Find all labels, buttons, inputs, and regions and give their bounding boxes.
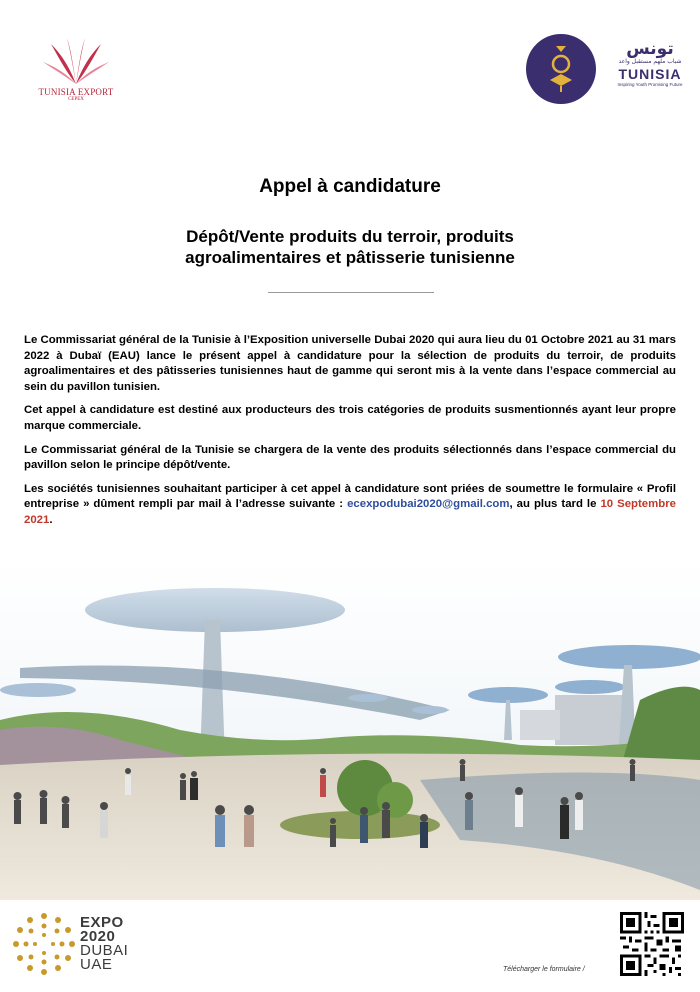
paragraph-3: Le Commissariat général de la Tunisie se chargera de la vente des produits sélectionnés dans l’espace commercial du pavillon selon le principe dépôt/vente. <box>24 443 676 472</box>
expo-2020-wordmark <box>80 916 128 972</box>
cepex-flower-icon <box>41 36 111 86</box>
tunisia-export-logo <box>36 36 116 106</box>
tunisia-word: TUNISIA <box>618 66 682 82</box>
paragraph-4-text: Les sociétés tunisiennes souhaitant participer à cet appel à candidature sont priées de soumettre le formulaire « Profil entreprise » dûment rempli par mail à l’adresse suivante : <box>24 482 676 511</box>
expo-pavilion-illustration <box>0 560 700 900</box>
cepex-name: TUNISIA EXPORT <box>38 87 114 97</box>
paragraph-4-end: . <box>49 513 53 526</box>
tunisia-arabic-tagline: شباب ملهم مستقبل واعد <box>618 58 682 65</box>
expo-line-3: DUBAI <box>80 942 129 959</box>
page-title: Appel à candidature <box>259 176 441 197</box>
paragraph-2: Cet appel à candidature est destiné aux producteurs des trois catégories de produits susmentionnés ayant leur propre marque commerciale. <box>24 404 676 432</box>
subtitle-line-2: agroalimentaires et pâtisserie tunisienne <box>185 248 515 267</box>
paragraph-4 <box>24 482 676 529</box>
subtitle-line-1: Dépôt/Vente produits du terroir, produits <box>186 227 514 246</box>
deadline-date: 10 Septembre 2021 <box>24 498 676 526</box>
expo-line-2: 2020 <box>80 928 116 945</box>
announcement-body <box>24 333 676 537</box>
tunisia-arabic: تونس <box>626 39 674 59</box>
tunisia-brand <box>610 40 690 100</box>
cepex-sub: CEPEX <box>68 97 84 102</box>
tunisia-seal-icon <box>526 34 596 104</box>
qr-code-icon[interactable] <box>620 912 684 976</box>
expo-line-4: UAE <box>80 956 113 973</box>
expo-ring-icon <box>12 912 76 976</box>
paragraph-1: Le Commissariat général de la Tunisie à l’Exposition universelle Dubai 2020 qui aura lieu du 01 Octobre 2021 au 31 mars 2022 à Dubaï (EAU) lance le présent appel à candidature pour la sélection de produits du terroir, de produits agroalimentaires et des pâtisseries tunisiennes haut de gamme qui seront mis à la vente dans l’espace commercial au sein du pavillon tunisien. <box>24 334 676 393</box>
paragraph-4-middle: , au plus tard le <box>509 498 601 511</box>
contact-email-link[interactable]: ecexpodubai2020@gmail.com <box>347 498 510 511</box>
page-subtitle <box>100 226 600 268</box>
title-divider <box>268 292 434 293</box>
expo-line-1: EXPO <box>80 914 124 931</box>
tunisia-tagline: Inspiring Youth Promising Future <box>617 82 683 87</box>
download-form-label[interactable]: Télécharger le formulaire / <box>503 966 585 973</box>
